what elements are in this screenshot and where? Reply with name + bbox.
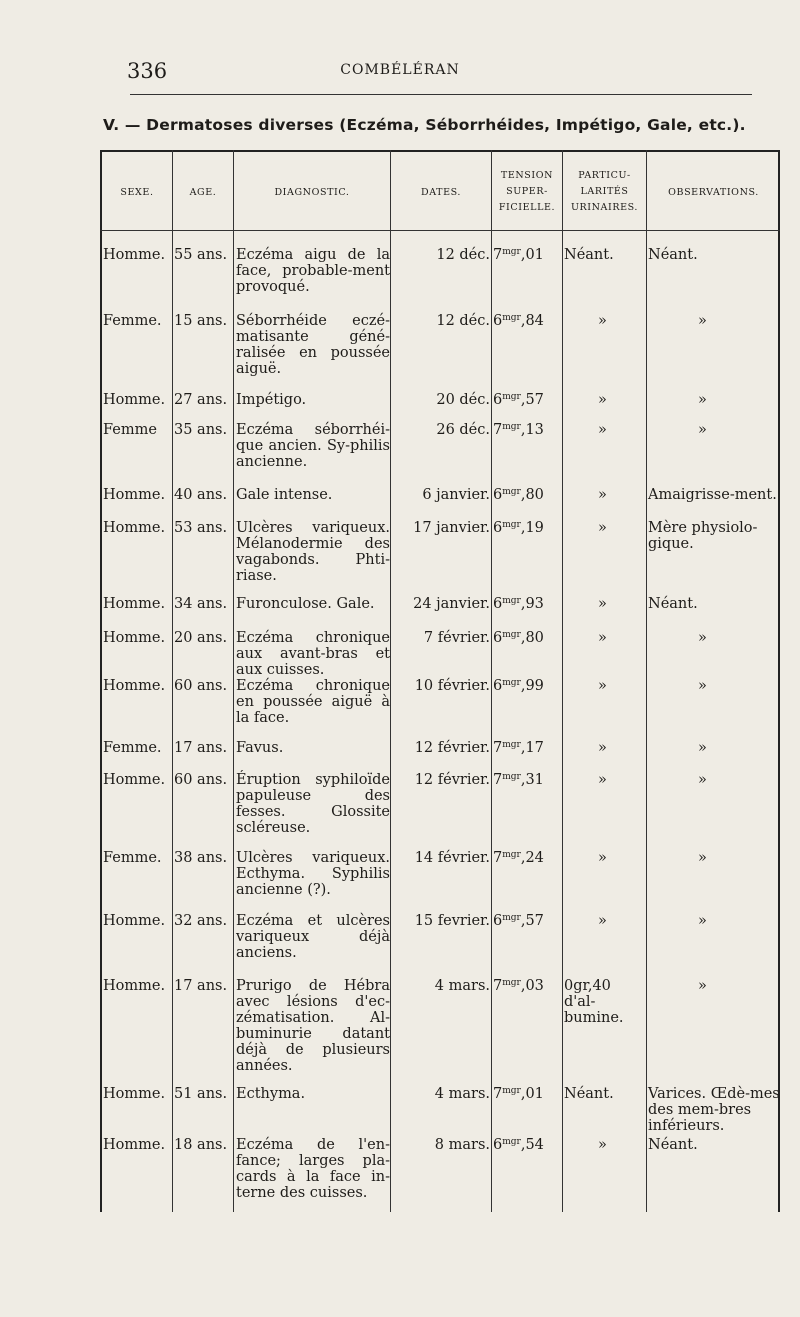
cell-date: 12 février. [414,740,490,756]
col-header-urinaires: PARTICU- LARITÉS URINAIRES. [570,170,639,213]
cell-sexe: Homme. [103,678,166,694]
cell-tension: $7^{mgr},24$ [493,850,544,866]
cell-urinaires: » [598,913,607,929]
cell-date: 7 février. [423,630,490,646]
cell-date: 24 janvier. [413,596,490,612]
cell-sexe: Homme. [103,487,166,503]
cell-tension: $6^{mgr},19$ [493,520,544,536]
cell-diagnostic: Eczéma de l'en-fance; larges pla-cards à la face in-terne des cuisses. [236,1137,390,1201]
cell-urinaires: » [598,740,607,756]
cell-urinaires: » [598,520,607,536]
section-title: V. — Dermatoses diverses (Eczéma, Séborrhéides, Impétigo, Gale, etc.). [103,116,746,134]
cell-tension: $6^{mgr},80$ [493,487,544,503]
col-header-sexe: SEXE. [120,187,154,198]
cell-date: 15 fevrier. [414,913,490,929]
cell-age: 38 ans. [174,850,228,866]
cell-observations: » [698,313,707,329]
cell-observations: » [698,740,707,756]
cell-sexe: Homme. [103,247,166,263]
cell-diagnostic: Ecthyma. [236,1086,306,1102]
cell-tension: $6^{mgr},80$ [493,630,544,646]
cell-tension: $6^{mgr},57$ [493,913,544,929]
cell-tension: $7^{mgr},17$ [493,740,544,756]
cell-observations: Varices. Œdè-mes des mem-bres inférieurs. [648,1086,780,1134]
table-top-border [100,150,780,152]
cell-date: 20 déc. [436,392,490,408]
cell-date: 12 déc. [436,313,490,329]
cell-sexe: Homme. [103,1137,166,1153]
cell-diagnostic: Gale intense. [236,487,333,503]
cell-urinaires: 0gr,40 d'al-bumine. [564,978,624,1026]
cell-age: 40 ans. [174,487,228,503]
cell-diagnostic: Eczéma et ulcères variqueux déjà anciens. [236,913,390,961]
cell-tension: $7^{mgr},01$ [493,247,544,263]
cell-sexe: Femme. [103,313,162,329]
cell-sexe: Homme. [103,1086,166,1102]
cell-diagnostic: Favus. [236,740,284,756]
cell-observations: » [698,850,707,866]
cell-observations: » [698,392,707,408]
cell-sexe: Homme. [103,772,166,788]
cell-sexe: Homme. [103,520,166,536]
cell-date: 4 mars. [434,978,490,994]
cell-tension: $6^{mgr},54$ [493,1137,544,1153]
cell-observations: Néant. [648,596,698,612]
cell-observations: » [698,772,707,788]
cell-diagnostic: Eczéma chronique en poussée aiguë à la face. [236,678,390,726]
cell-observations: » [698,978,707,994]
cell-sexe: Femme. [103,850,162,866]
cell-urinaires: » [598,313,607,329]
cell-diagnostic: Ulcères variqueux. Ecthyma. Syphilis ancienne (?). [236,850,390,898]
header-rule [130,94,752,95]
cell-observations: » [698,422,707,438]
cell-observations: Amaigrisse-ment. [648,487,777,503]
cell-tension: $6^{mgr},99$ [493,678,544,694]
col-header-diagnostic: DIAGNOSTIC. [274,187,350,198]
col-divider [491,150,492,1212]
cell-age: 17 ans. [174,978,228,994]
cell-date: 14 février. [414,850,490,866]
cell-age: 17 ans. [174,740,228,756]
cell-date: 6 janvier. [422,487,490,503]
cell-observations: Néant. [648,247,698,263]
header-separator [100,230,780,231]
cell-urinaires: » [598,487,607,503]
cell-sexe: Homme. [103,913,166,929]
cell-observations: » [698,630,707,646]
cell-urinaires: » [598,678,607,694]
cell-age: 18 ans. [174,1137,228,1153]
cell-age: 51 ans. [174,1086,228,1102]
cell-date: 12 février. [414,772,490,788]
cell-urinaires: » [598,630,607,646]
cell-observations: Néant. [648,1137,698,1153]
col-header-age: AGE. [189,187,217,198]
cell-urinaires: Néant. [564,1086,614,1102]
cell-urinaires: » [598,596,607,612]
cell-tension: $7^{mgr},31$ [493,772,544,788]
cell-date: 8 mars. [434,1137,490,1153]
cell-sexe: Femme. [103,740,162,756]
cell-diagnostic: Furonculose. Gale. [236,596,375,612]
cell-tension: $6^{mgr},57$ [493,392,544,408]
cell-urinaires: » [598,850,607,866]
cell-tension: $6^{mgr},84$ [493,313,544,329]
col-header-observations: OBSERVATIONS. [668,187,759,198]
cell-sexe: Homme. [103,978,166,994]
cell-tension: $6^{mgr},93$ [493,596,544,612]
table-left-border [100,150,102,1212]
cell-date: 26 déc. [436,422,490,438]
col-header-tension: TENSION SUPER- FICIELLE. [498,170,556,213]
cell-date: 4 mars. [434,1086,490,1102]
cell-diagnostic: Prurigo de Hébra avec lésions d'ec-zématisation. Al-buminurie datant déjà de plusieurs années. [236,978,390,1074]
cell-date: 12 déc. [436,247,490,263]
cell-tension: $7^{mgr},03$ [493,978,544,994]
col-header-dates: DATES. [420,187,462,198]
cell-urinaires: » [598,422,607,438]
data-table [100,150,780,1212]
page-number: 336 [127,59,168,83]
cell-urinaires: Néant. [564,247,614,263]
cell-diagnostic: Ulcères variqueux. Mélanodermie des vagabonds. Phti-riase. [236,520,390,584]
cell-tension: $7^{mgr},13$ [493,422,544,438]
cell-age: 32 ans. [174,913,228,929]
cell-diagnostic: Éruption syphiloïde papuleuse des fesses. Glossite scléreuse. [236,772,390,836]
cell-sexe: Homme. [103,596,166,612]
cell-age: 35 ans. [174,422,228,438]
cell-tension: $7^{mgr},01$ [493,1086,544,1102]
cell-observations: » [698,913,707,929]
cell-diagnostic: Eczéma séborrhéi-que ancien. Sy-philis ancienne. [236,422,390,470]
cell-age: 60 ans. [174,678,228,694]
cell-diagnostic: Eczéma chronique aux avant-bras et aux cuisses. [236,630,390,678]
cell-age: 15 ans. [174,313,228,329]
running-title: COMBÉLÉRAN [340,62,460,78]
cell-sexe: Homme. [103,392,166,408]
cell-observations: » [698,678,707,694]
cell-date: 17 janvier. [413,520,490,536]
cell-age: 55 ans. [174,247,228,263]
cell-observations: Mère physiolo-gique. [648,520,758,552]
cell-sexe: Homme. [103,630,166,646]
cell-diagnostic: Séborrhéide eczé-matisante géné-ralisée en poussée aiguë. [236,313,390,377]
cell-age: 53 ans. [174,520,228,536]
cell-sexe: Femme [103,422,157,438]
cell-age: 27 ans. [174,392,228,408]
cell-age: 34 ans. [174,596,228,612]
cell-age: 20 ans. [174,630,228,646]
cell-diagnostic: Impétigo. [236,392,307,408]
cell-urinaires: » [598,1137,607,1153]
cell-age: 60 ans. [174,772,228,788]
cell-urinaires: » [598,772,607,788]
cell-date: 10 février. [414,678,490,694]
cell-diagnostic: Eczéma aigu de la face, probable-ment provoqué. [236,247,390,295]
cell-urinaires: » [598,392,607,408]
col-divider [390,150,391,1212]
